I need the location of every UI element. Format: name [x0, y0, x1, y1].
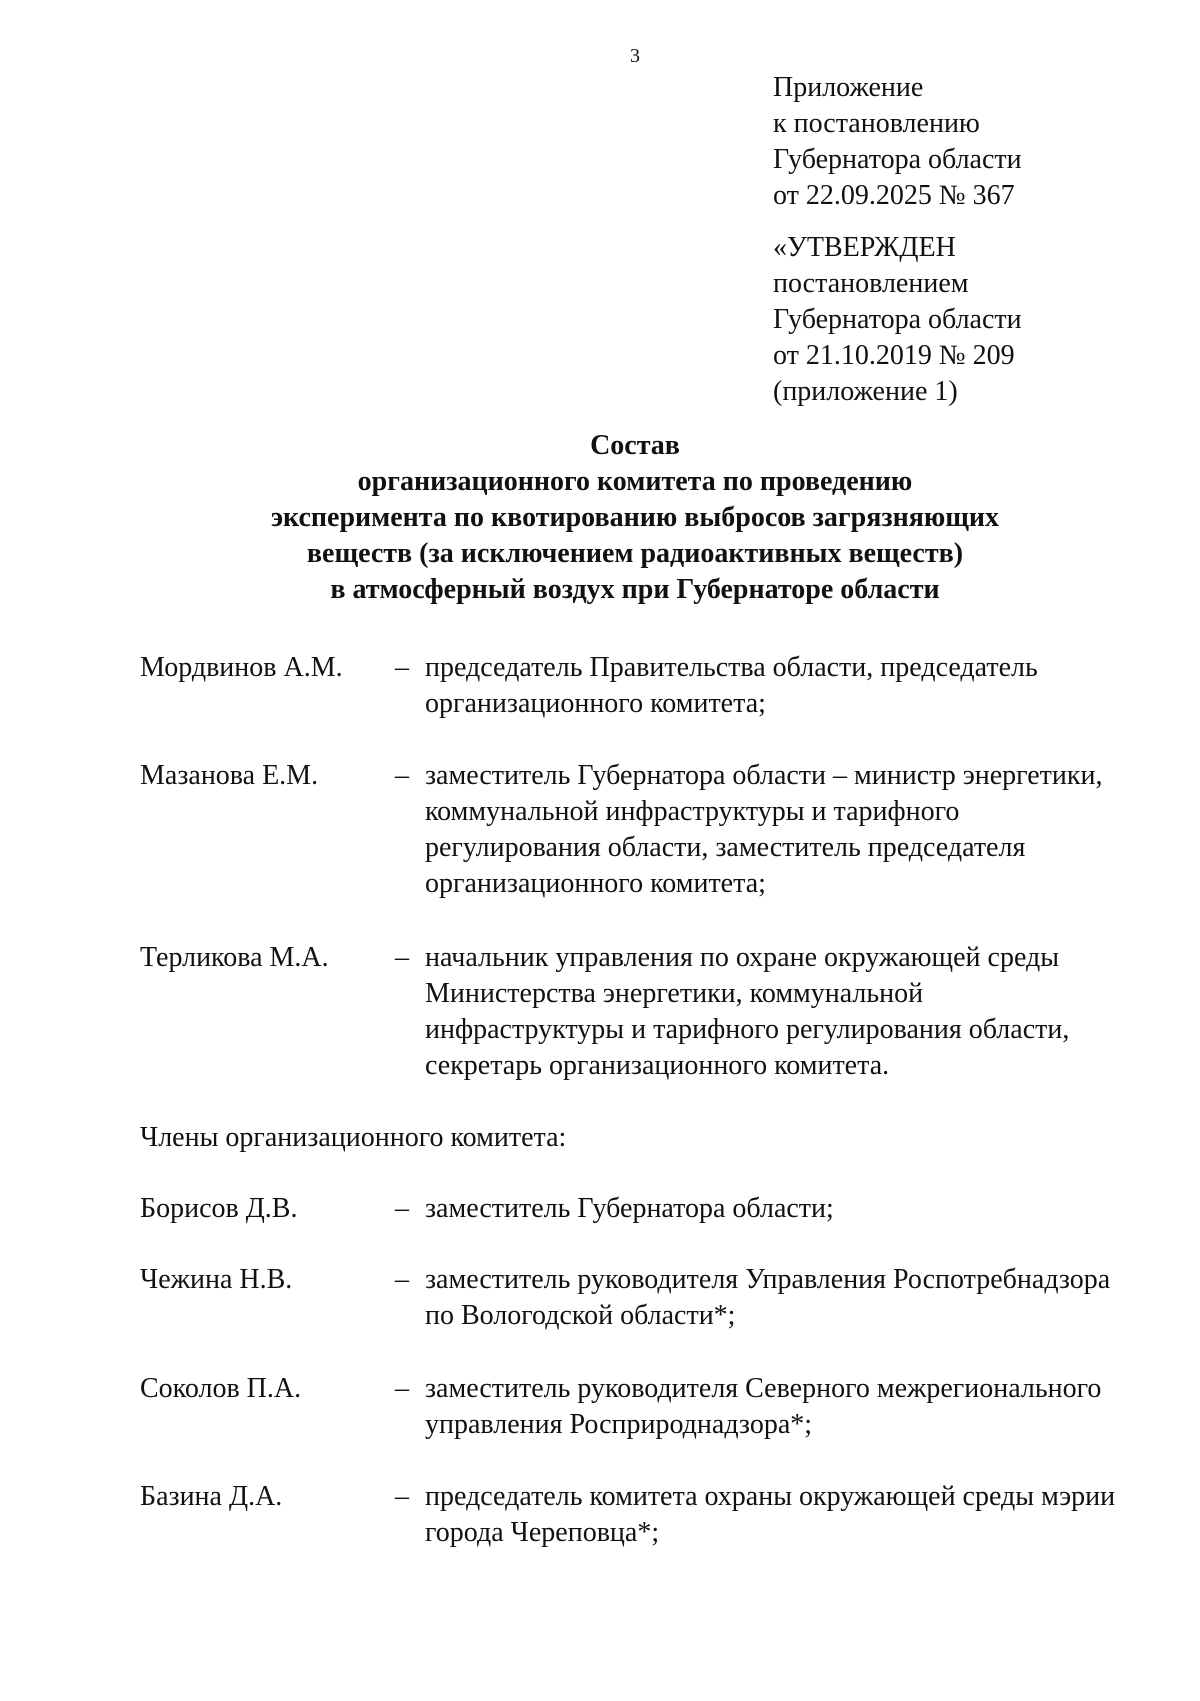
appendix-line: от 22.09.2025 № 367 — [773, 180, 1015, 211]
member-role — [425, 1262, 1170, 1334]
member-name: Базина Д.А. — [140, 1481, 283, 1512]
dash-separator: – — [395, 942, 409, 973]
member-name: Мордвинов А.М. — [140, 652, 343, 683]
dash-separator: – — [395, 1264, 409, 1295]
dash-separator: – — [395, 1193, 409, 1224]
member-role — [425, 1371, 1170, 1443]
role-line: инфраструктуры и тарифного регулирования области, — [425, 1014, 1070, 1045]
appendix-block — [773, 70, 1173, 214]
role-line: по Вологодской области*; — [425, 1300, 736, 1331]
member-name: Мазанова Е.М. — [140, 760, 319, 791]
title-line: эксперимента по квотированию выбросов загрязняющих — [270, 502, 1000, 533]
approved-block — [773, 230, 1173, 410]
approved-line: постановлением — [773, 268, 969, 299]
member-name: Соколов П.А. — [140, 1373, 302, 1404]
role-line: города Череповца*; — [425, 1517, 660, 1548]
member-role — [425, 1479, 1170, 1551]
role-line: Министерства энергетики, коммунальной — [425, 978, 924, 1009]
role-line: организационного комитета; — [425, 688, 766, 719]
member-name: Чежина Н.В. — [140, 1264, 293, 1295]
role-line: начальник управления по охране окружающей среды — [425, 942, 1060, 973]
role-line: регулирования области, заместитель председателя — [425, 832, 1026, 863]
members-heading: Члены организационного комитета: — [140, 1122, 567, 1153]
approved-line: от 21.10.2019 № 209 — [773, 340, 1015, 371]
appendix-line: Губернатора области — [773, 144, 1022, 175]
role-line: секретарь организационного комитета. — [425, 1050, 890, 1081]
title-line: в атмосферный воздух при Губернаторе области — [330, 574, 940, 605]
approved-line: «УТВЕРЖДЕН — [773, 232, 956, 263]
title-line: веществ (за исключением радиоактивных веществ) — [306, 538, 964, 569]
dash-separator: – — [395, 652, 409, 683]
approved-line: (приложение 1) — [773, 376, 958, 407]
role-line: заместитель Губернатора области; — [425, 1193, 834, 1224]
role-line: председатель Правительства области, председатель — [425, 652, 1038, 683]
dash-separator: – — [395, 760, 409, 791]
title-line: Состав — [590, 430, 680, 461]
dash-separator: – — [395, 1373, 409, 1404]
member-role — [425, 758, 1170, 902]
member-name: Борисов Д.В. — [140, 1193, 298, 1224]
role-line: заместитель руководителя Управления Роспотребнадзора — [425, 1264, 1111, 1295]
member-role — [425, 940, 1170, 1084]
role-line: заместитель руководителя Северного межрегионального — [425, 1373, 1102, 1404]
role-line: заместитель Губернатора области – министр энергетики, — [425, 760, 1103, 791]
member-name: Терликова М.А. — [140, 942, 329, 973]
member-role — [425, 1191, 1170, 1227]
title-line: организационного комитета по проведению — [357, 466, 913, 497]
appendix-line: к постановлению — [773, 108, 980, 139]
role-line: председатель комитета охраны окружающей среды мэрии — [425, 1481, 1116, 1512]
document-title — [0, 428, 1200, 608]
role-line: коммунальной инфраструктуры и тарифного — [425, 796, 960, 827]
page-number: 3 — [630, 45, 640, 67]
approved-line: Губернатора области — [773, 304, 1022, 335]
dash-separator: – — [395, 1481, 409, 1512]
role-line: организационного комитета; — [425, 868, 766, 899]
appendix-line: Приложение — [773, 72, 924, 103]
member-role — [425, 650, 1170, 722]
role-line: управления Росприроднадзора*; — [425, 1409, 813, 1440]
